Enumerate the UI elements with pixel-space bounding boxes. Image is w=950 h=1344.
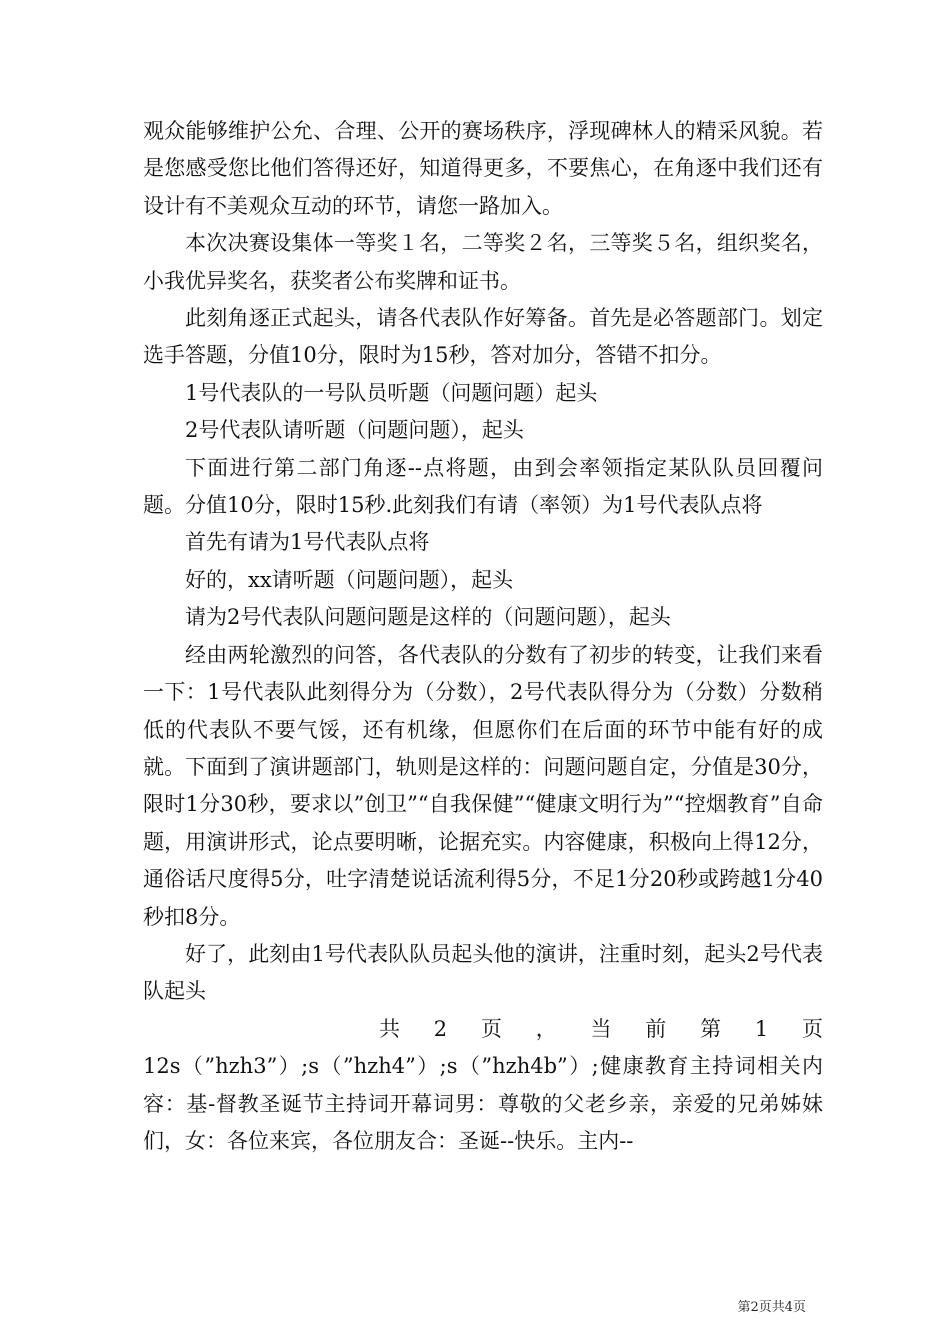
page-count-piece: 2 (433, 1016, 448, 1041)
paragraph: 好的，xx请听题（问题问题），起头 (185, 567, 514, 592)
page-count-piece: 页 (802, 1016, 823, 1041)
page-count-line (143, 1011, 823, 1048)
page-count-piece: 1 (754, 1016, 769, 1041)
paragraph: 1号代表队的一号队员听题（问题问题）起头 (185, 380, 598, 405)
page-count-piece: 共 (379, 1016, 400, 1041)
page-footer: 第2页共4页 (737, 1300, 806, 1315)
paragraph: 此刻角逐正式起头，请各代表队作好筹备。首先是必答题部门。划定选手答题，分值10分，限时为15秒，答对加分，答错不扣分。 (143, 306, 823, 368)
paragraph: 好了，此刻由1号代表队队员起头他的演讲，注重时刻，起头2号代表队起头 (143, 941, 823, 1004)
paragraph: 请为2号代表队问题问题是这样的（问题问题），起头 (185, 605, 671, 630)
paragraph: 经由两轮激烈的问答，各代表队的分数有了初步的转变，让我们来看一下：1号代表队此刻得分为（分数），2号代表队得分为（分数）分数稍低的代表队不要气馁，还有机缘，但愿你们在后面的环节中能有好的成就。下面到了演讲题部门，轨则是这样的：问题问题自定，分值是30分，限时1分30秒，要求以”创卫”“自我保健”“健康文明行为”“控烟教育”自命题，用演讲形式，论点要明晰，论据充实。内容健康，积极向上得12分，通俗话尺度得5分，吐字清楚说话流利得5分，不足1分20秒或跨越1分40秒扣8分。 (143, 642, 823, 929)
page-count-piece: 第 (700, 1016, 722, 1041)
paragraph: 首先有请为1号代表队点将 (185, 530, 430, 555)
paragraph: 本次决赛设集体一等奖１名，二等奖２名，三等奖５名，组织奖名，小我优异奖名，获奖者公布奖牌和证书。 (143, 231, 823, 293)
tail-paragraph: 12s（”hzh3”）;s（”hzh4”）;s（”hzh4b”）;健康教育主持词相关内容：基-督教圣诞节主持词开幕词男：尊敬的父老乡亲，亲爱的兄弟姊妹们，女：各位来宾，各位朋友合：圣诞--快乐。主内-- (143, 1054, 823, 1153)
paragraph: 下面进行第二部门角逐--点将题，由到会率领指定某队队员回覆问题。分值10分，限时15秒.此刻我们有请（率领）为1号代表队点将 (143, 455, 823, 518)
paragraph: 2号代表队请听题（问题问题），起头 (185, 418, 524, 443)
page-count-piece: 页 (480, 1016, 502, 1041)
page-count-piece: ， (535, 1016, 557, 1041)
document-body (143, 113, 823, 1160)
page-count-piece: 当 (590, 1016, 612, 1041)
page-count-piece: 前 (645, 1016, 667, 1041)
paragraph: 观众能够维护公允、合理、公开的赛场秩序，浮现碑林人的精采风貌。若是您感受您比他们答得还好，知道得更多，不要焦心，在角逐中我们还有设计有不美观众互动的环节，请您一路加入。 (143, 119, 823, 218)
